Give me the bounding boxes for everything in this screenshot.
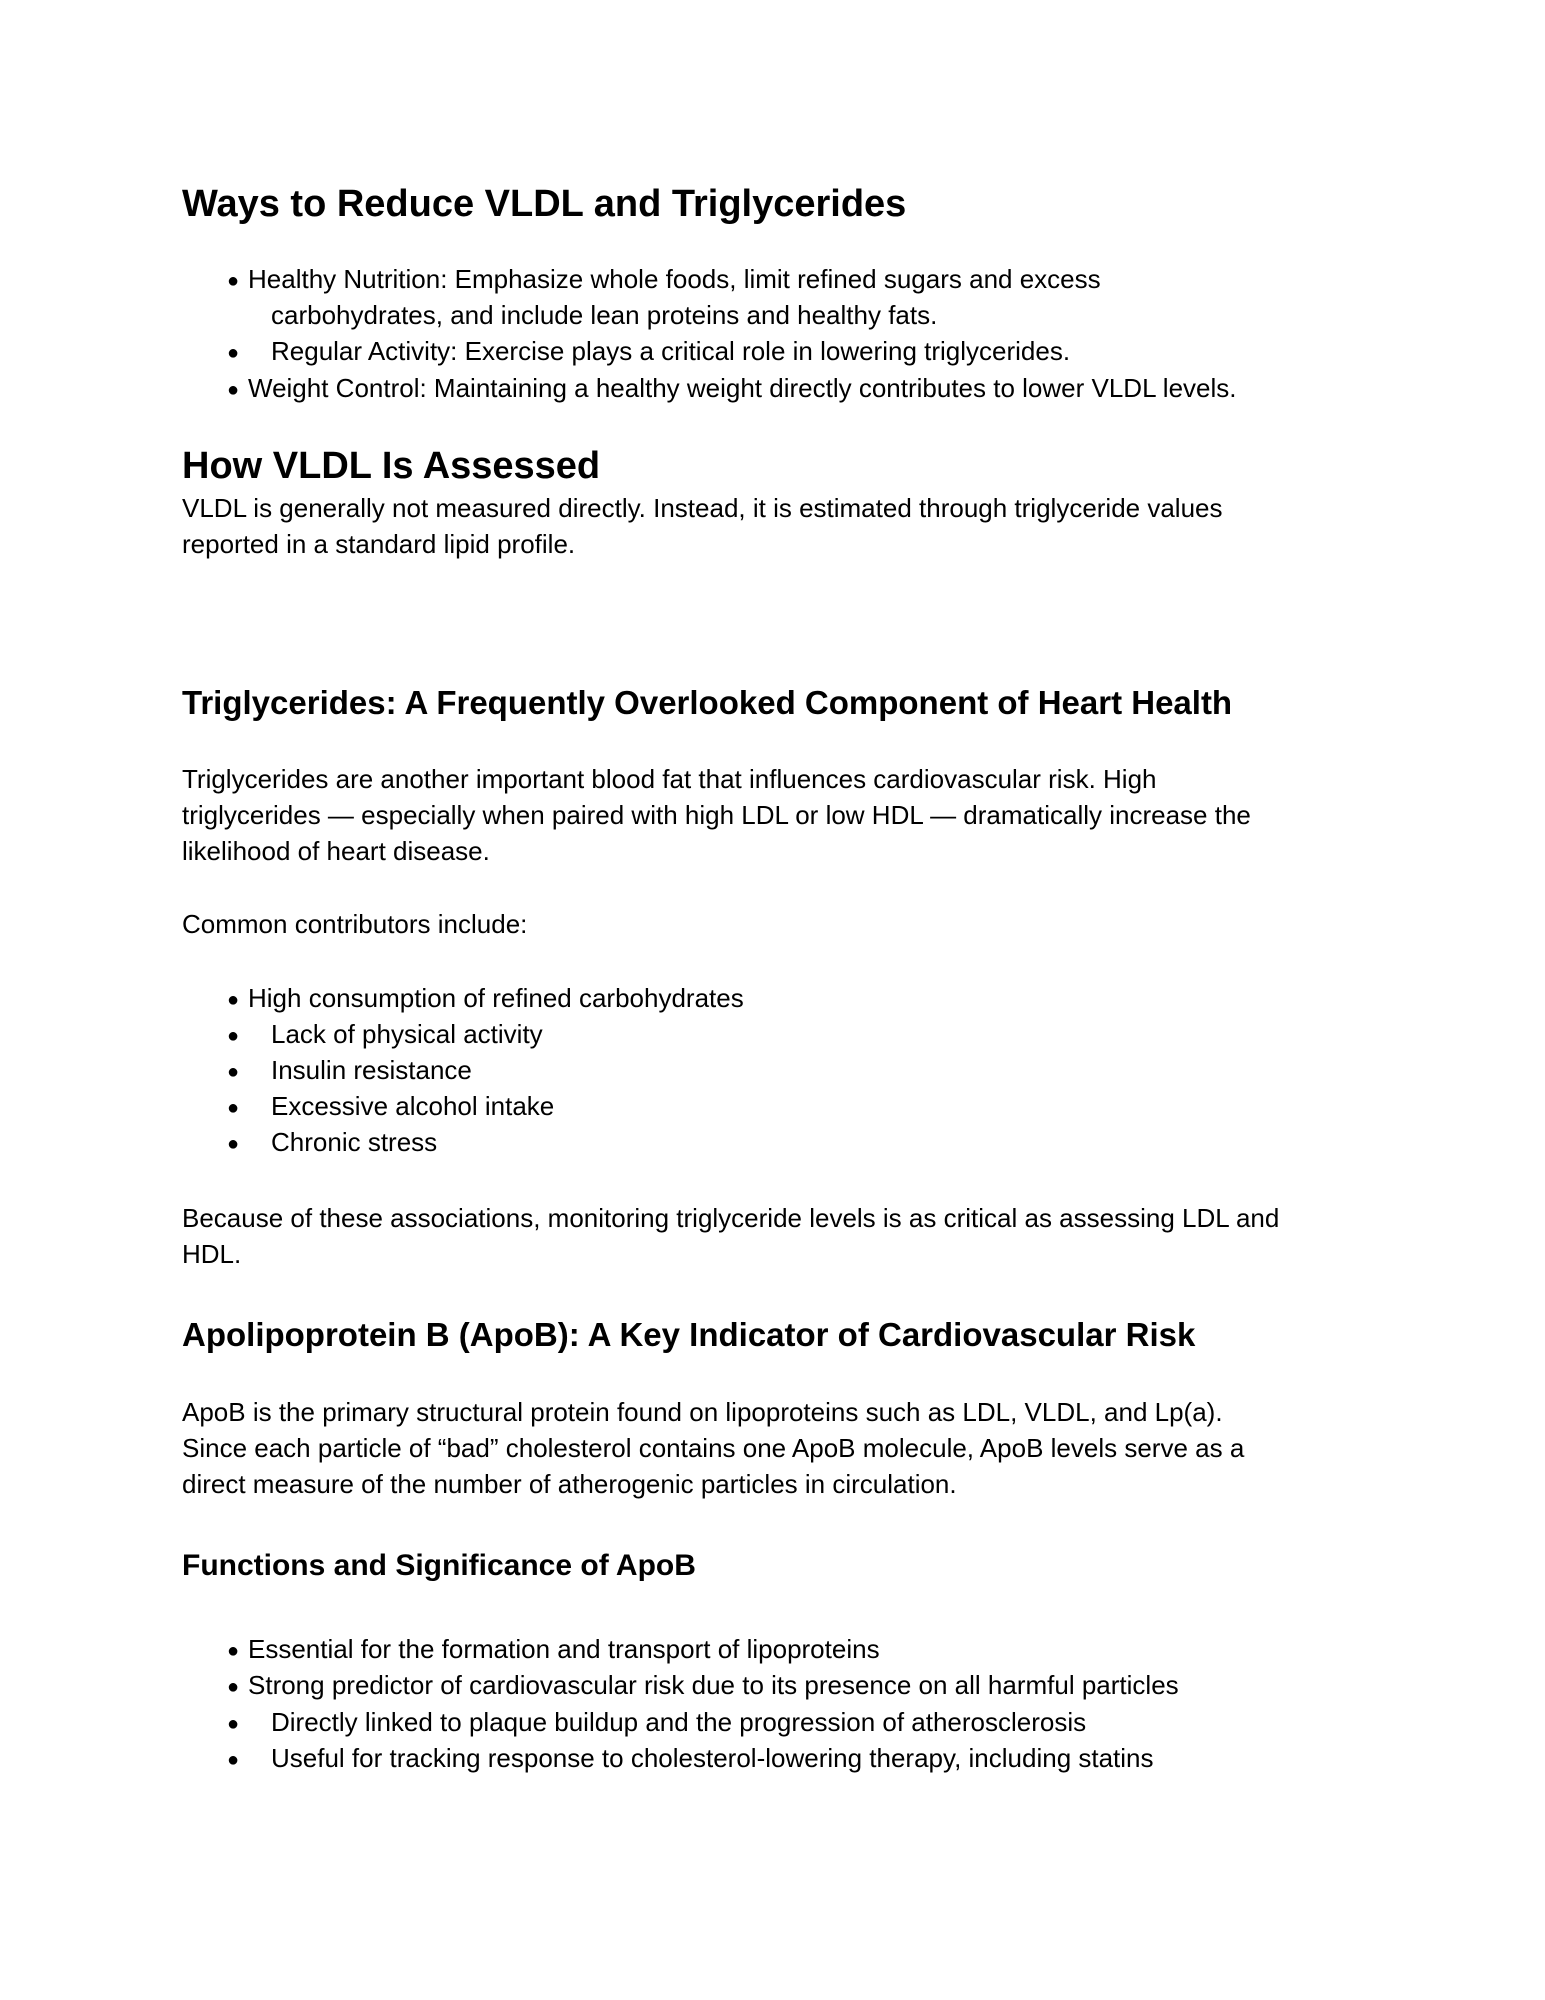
list-item-apob-function: Directly linked to plaque buildup and the progression of atherosclerosis	[271, 1707, 1087, 1737]
paragraph-line: Triglycerides are another important blood fat that influences cardiovascular risk. High	[182, 764, 1157, 794]
contributors-label: Common contributors include:	[182, 909, 528, 939]
heading-triglycerides: Triglycerides: A Frequently Overlooked Component of Heart Health	[182, 684, 1233, 721]
paragraph-line: reported in a standard lipid profile.	[182, 529, 576, 559]
list-item-healthy-nutrition: Healthy Nutrition: Emphasize whole foods, limit refined sugars and excess	[248, 264, 1101, 294]
bullet-icon: ●	[227, 270, 240, 292]
paragraph-line: HDL.	[182, 1239, 242, 1269]
list-item-regular-activity: Regular Activity: Exercise plays a critical role in lowering triglycerides.	[271, 336, 1071, 366]
list-item-healthy-nutrition-cont: carbohydrates, and include lean proteins and healthy fats.	[271, 300, 938, 330]
list-item-contributor: High consumption of refined carbohydrates	[248, 983, 744, 1013]
paragraph-line: VLDL is generally not measured directly. Instead, it is estimated through triglyceride values	[182, 493, 1223, 523]
paragraph-line: triglycerides — especially when paired with high LDL or low HDL — dramatically increase the	[182, 800, 1251, 830]
paragraph-line: direct measure of the number of atherogenic particles in circulation.	[182, 1469, 957, 1499]
heading-how-vldl-assessed: How VLDL Is Assessed	[182, 445, 601, 487]
paragraph-line: Since each particle of “bad” cholesterol contains one ApoB molecule, ApoB levels serve as a	[182, 1433, 1245, 1463]
heading-ways-to-reduce: Ways to Reduce VLDL and Triglycerides	[182, 183, 907, 225]
list-item-contributor: Chronic stress	[271, 1127, 438, 1157]
bullet-icon: ●	[227, 342, 240, 364]
paragraph-line: Because of these associations, monitoring triglyceride levels is as critical as assessing LDL and	[182, 1203, 1280, 1233]
heading-apob: Apolipoprotein B (ApoB): A Key Indicator of Cardiovascular Risk	[182, 1316, 1196, 1353]
bullet-icon: ●	[227, 1097, 240, 1119]
bullet-icon: ●	[227, 1025, 240, 1047]
list-item-apob-function: Useful for tracking response to cholesterol-lowering therapy, including statins	[271, 1743, 1154, 1773]
list-item-apob-function: Strong predictor of cardiovascular risk due to its presence on all harmful particles	[248, 1670, 1179, 1700]
bullet-icon: ●	[227, 1640, 240, 1662]
bullet-icon: ●	[227, 1676, 240, 1698]
list-item-apob-function: Essential for the formation and transport of lipoproteins	[248, 1634, 880, 1664]
heading-apob-functions: Functions and Significance of ApoB	[182, 1549, 696, 1582]
bullet-icon: ●	[227, 1749, 240, 1771]
paragraph-line: likelihood of heart disease.	[182, 836, 490, 866]
bullet-icon: ●	[227, 1133, 240, 1155]
paragraph-line: ApoB is the primary structural protein found on lipoproteins such as LDL, VLDL, and Lp(a).	[182, 1397, 1223, 1427]
list-item-contributor: Lack of physical activity	[271, 1019, 543, 1049]
list-item-contributor: Insulin resistance	[271, 1055, 472, 1085]
bullet-icon: ●	[227, 379, 240, 401]
bullet-icon: ●	[227, 989, 240, 1011]
list-item-weight-control: Weight Control: Maintaining a healthy weight directly contributes to lower VLDL levels.	[248, 373, 1237, 403]
bullet-icon: ●	[227, 1061, 240, 1083]
bullet-icon: ●	[227, 1713, 240, 1735]
list-item-contributor: Excessive alcohol intake	[271, 1091, 555, 1121]
